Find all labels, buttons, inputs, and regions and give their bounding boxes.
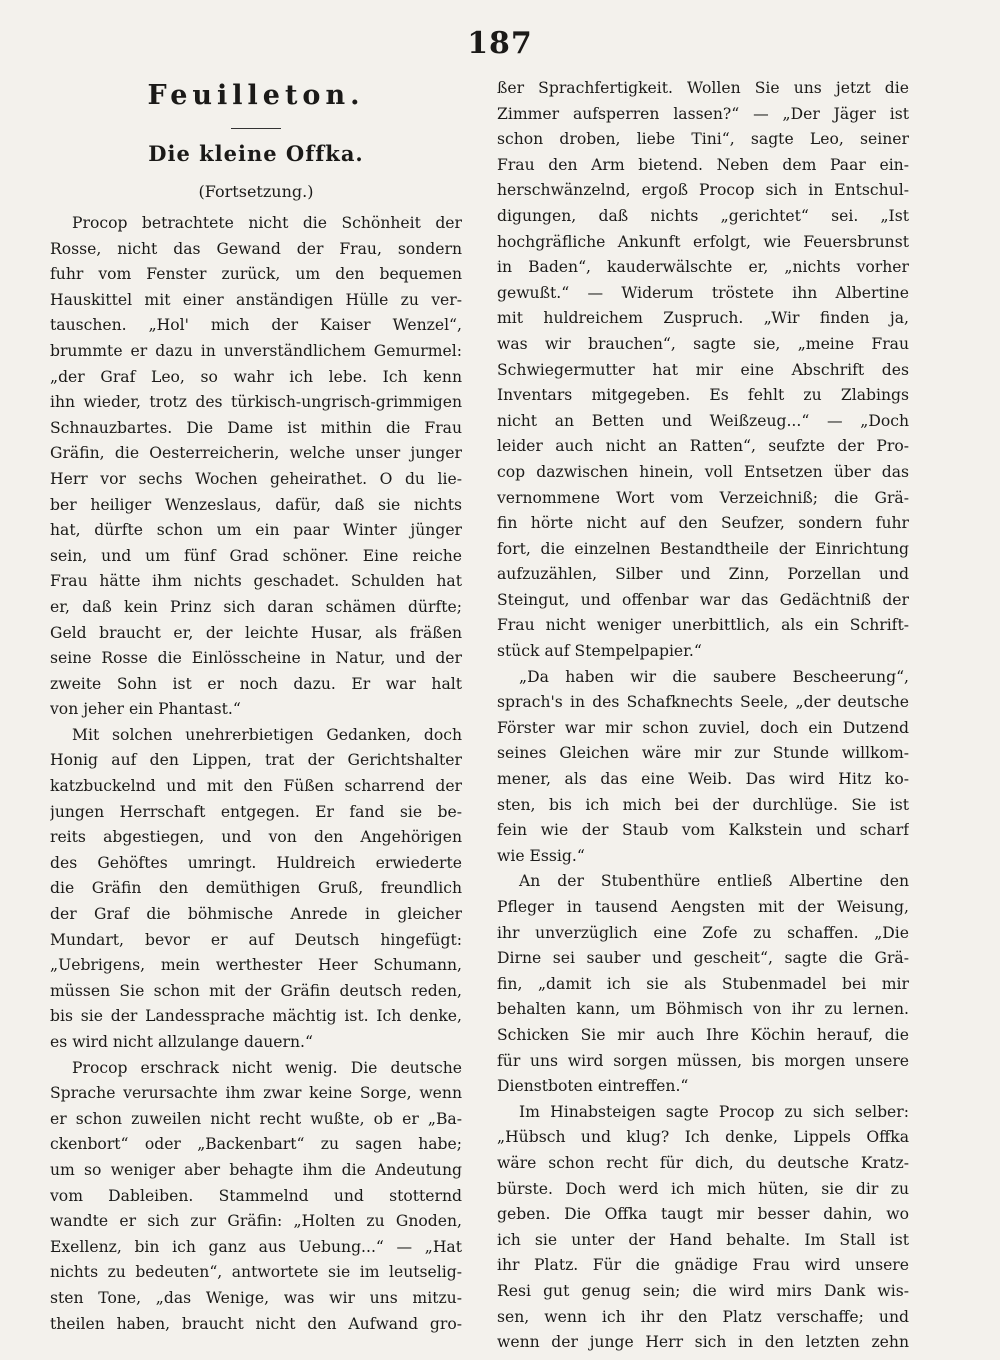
text-line: um so weniger aber behagte ihm die Andeutung — [50, 1160, 462, 1179]
text-line: wandte er sich zur Gräfin: „Holten zu Gnoden, — [50, 1212, 462, 1231]
text-line: Mundart, bevor er auf Deutsch hingefügt: — [50, 930, 462, 949]
text-line: tauschen. „Hol' mich der Kaiser Wenzel“, — [50, 316, 462, 335]
text-line: Procop betrachtete nicht die Schönheit der — [72, 214, 462, 232]
text-line: in Baden“, kauderwälschte er, „nichts vorher — [497, 258, 909, 277]
text-line: Procop erschrack nicht wenig. Die deutsche — [72, 1058, 462, 1077]
text-line: seines Gleichen wäre mir zur Stunde willkom- — [497, 744, 909, 763]
text-line: Honig auf den Lippen, trat der Gerichtshalter — [50, 751, 462, 770]
text-line: ber heiliger Wenzeslaus, dafür, daß sie nichts — [50, 495, 462, 514]
text-line: Gräfin, die Oesterreicherin, welche unser junger — [50, 444, 462, 463]
text-line: behalten kann, um Böhmisch von ihr zu lernen. — [497, 1000, 909, 1019]
text-line: es wird nicht allzulange dauern.“ — [50, 1033, 313, 1051]
text-line: nichts zu bedeuten“, antwortete sie im leutselig- — [50, 1263, 462, 1282]
text-line: sten Tone, „das Wenige, was wir uns mitzu- — [50, 1288, 462, 1307]
text-line: Herr vor sechs Wochen geheirathet. O du lie- — [50, 469, 462, 488]
text-line: An der Stubenthüre entließ Albertine den — [519, 872, 909, 891]
feuilleton-heading: Feuilleton. — [147, 80, 365, 111]
text-line: reits abgestiegen, und von den Angehörigen — [50, 828, 462, 847]
text-line: Frau nicht weniger unerbittlich, als ein Schrift- — [497, 616, 909, 635]
text-line: was wir brauchen“, sagte sie, „meine Frau — [497, 334, 909, 353]
text-line: der Graf die böhmische Anrede in gleicher — [50, 905, 462, 924]
text-line: er, daß kein Prinz sich daran schämen dürfte; — [50, 597, 462, 616]
text-line: fuhr vom Fenster zurück, um den bequemen — [50, 265, 462, 284]
text-line: des Gehöftes umringt. Huldreich erwiederte — [50, 853, 462, 872]
text-line: Dienstboten eintreffen.“ — [497, 1077, 689, 1096]
text-line: sten, bis ich mich bei der durchlüge. Sie ist — [497, 795, 909, 814]
text-line: Förster war mir schon zuviel, doch ein Dutzend — [497, 718, 909, 737]
text-line: sen, wenn ich ihr den Platz verschaffe; und — [497, 1307, 909, 1326]
text-line: fort, die einzelnen Bestandtheile der Einrichtung — [497, 539, 909, 558]
text-line: Schnauzbartes. Die Dame ist mithin die Frau — [50, 418, 462, 437]
text-line: für uns wird sorgen müssen, bis morgen unsere — [497, 1051, 909, 1070]
text-line: fin, „damit ich sie als Stubenmadel bei mir — [497, 974, 909, 993]
text-line: ich sie unter der Hand behalte. Im Stall ist — [497, 1230, 909, 1249]
text-line: ihn wieder, trotz des türkisch-ungrisch-grimmigen — [50, 393, 462, 412]
text-line: brummte er dazu in unverständlichem Gemurmel: — [50, 341, 462, 360]
text-line: Resi gut genug sein; die wird mirs Dank wis- — [497, 1281, 909, 1300]
text-line: geben. Die Offka taugt mir besser dahin, wo — [497, 1205, 909, 1224]
page-number: 187 — [467, 26, 533, 61]
right-column — [497, 76, 909, 1356]
text-line: zweite Sohn ist er noch dazu. Er war halt — [50, 674, 462, 693]
text-line: wie Essig.“ — [497, 846, 585, 865]
text-line: jungen Herrschaft entgegen. Er fand sie be- — [50, 802, 462, 821]
text-line: von jeher ein Phantast.“ — [50, 700, 241, 719]
text-line: stück auf Stempelpapier.“ — [497, 642, 702, 661]
text-line: sprach's in des Schafknechts Seele, „der deutsche — [497, 693, 909, 712]
left-column-text — [50, 211, 462, 1337]
text-line: mit huldreichem Zuspruch. „Wir finden ja, — [497, 309, 909, 328]
text-line: Frau hätte ihm nichts geschadet. Schulden hat — [50, 572, 462, 591]
text-line: Mit solchen unehrerbietigen Gedanken, doch — [72, 725, 462, 744]
left-column — [50, 76, 462, 1337]
text-line: er schon zuweilen nicht recht wußte, ob er „Ba- — [50, 1109, 462, 1128]
text-line: wäre schon recht für dich, du deutsche Kratz- — [497, 1153, 909, 1172]
text-line: ihr unverzüglich eine Zofe zu schaffen. „Die — [497, 923, 909, 942]
right-column-text — [497, 76, 909, 1356]
text-line: Schwiegermutter hat mir eine Abschrift des — [497, 360, 909, 379]
text-line: „Da haben wir die saubere Bescheerung“, — [519, 667, 909, 686]
text-line: Dirne sei sauber und gescheit“, sagte die Grä- — [497, 949, 909, 968]
text-line: digungen, daß nichts „gerichtet“ sei. „Ist — [497, 206, 909, 225]
text-line: müssen Sie schon mit der Gräfin deutsch reden, — [50, 981, 462, 1000]
text-line: „Uebrigens, mein werthester Heer Schumann, — [50, 956, 462, 975]
text-line: ckenbort“ oder „Backenbart“ zu sagen habe; — [50, 1135, 462, 1154]
text-line: schon droben, liebe Tini“, sagte Leo, seiner — [497, 130, 909, 149]
text-line: seine Rosse die Einlösscheine in Natur, und der — [50, 649, 462, 668]
text-line: theilen haben, braucht nicht den Aufwand gro- — [50, 1314, 462, 1333]
text-line: hochgräfliche Ankunft erfolgt, wie Feuersbrunst — [497, 232, 909, 251]
continuation-note: (Fortsetzung.) — [198, 182, 314, 201]
text-line: katzbuckelnd und mit den Füßen scharrend der — [50, 777, 462, 796]
text-line: ßer Sprachfertigkeit. Wollen Sie uns jetzt die — [497, 79, 909, 97]
text-line: cop dazwischen hinein, voll Entsetzen über das — [497, 462, 909, 481]
text-line: gewußt.“ — Widerum tröstete ihn Albertine — [497, 283, 909, 302]
text-line: „der Graf Leo, so wahr ich lebe. Ich kenn — [50, 367, 462, 386]
text-line: bürste. Doch werd ich mich hüten, sie dir zu — [497, 1179, 909, 1198]
text-line: „Hübsch und klug? Ich denke, Lippels Offka — [497, 1128, 909, 1147]
text-line: die Gräfin den demüthigen Gruß, freundlich — [50, 879, 462, 898]
text-line: sein, und um fünf Grad schöner. Eine reiche — [50, 546, 462, 565]
text-line: Pfleger in tausend Aengsten mit der Weisung, — [497, 898, 909, 916]
text-line: Geld braucht er, der leichte Husar, als fräßen — [50, 623, 462, 642]
text-line: fin hörte nicht auf den Seufzer, sondern fuhr — [497, 514, 909, 533]
text-line: fein wie der Staub vom Kalkstein und scharf — [497, 821, 909, 840]
text-line: Zimmer aufsperren lassen?“ — „Der Jäger ist — [497, 104, 909, 123]
text-line: aufzuzählen, Silber und Zinn, Porzellan und — [497, 565, 909, 584]
text-line: herschwänzelnd, ergoß Procop sich in Entschul- — [497, 181, 909, 200]
text-line: bis sie der Landessprache mächtig ist. Ich denke, — [50, 1007, 462, 1026]
text-line: Schicken Sie mir auch Ihre Köchin herauf, die — [497, 1025, 909, 1044]
text-line: vernommene Wort vom Verzeichniß; die Grä- — [497, 488, 909, 507]
text-line: Steingut, und offenbar war das Gedächtniß der — [497, 590, 909, 609]
text-line: Inventars mitgegeben. Es fehlt zu Zlabings — [497, 386, 909, 405]
text-line: Hauskittel mit einer anständigen Hülle zu ver- — [50, 290, 462, 309]
text-line: hat, dürfte schon um ein paar Winter jünger — [50, 521, 462, 540]
text-line: Im Hinabsteigen sagte Procop zu sich selber: — [519, 1102, 909, 1121]
text-line: Exellenz, bin ich ganz aus Uebung...“ — „Hat — [50, 1237, 462, 1256]
text-line: Sprache verursachte ihm zwar keine Sorge, wenn — [50, 1084, 462, 1103]
text-line: mener, als das eine Weib. Das wird Hitz ko- — [497, 770, 909, 789]
text-line: ihr Platz. Für die gnädige Frau wird unsere — [497, 1256, 909, 1275]
text-line: Rosse, nicht das Gewand der Frau, sondern — [50, 239, 462, 258]
text-line: vom Dableiben. Stammelnd und stotternd — [50, 1186, 462, 1205]
text-line: leider auch nicht an Ratten“, seufzte der Pro- — [497, 437, 909, 456]
heading-divider — [231, 128, 281, 129]
story-title: Die kleine Offka. — [148, 141, 364, 166]
text-line: wenn der junge Herr sich in den letzten zehn — [497, 1333, 909, 1352]
text-line: Frau den Arm bietend. Neben dem Paar ein- — [497, 155, 909, 174]
text-line: nicht an Betten und Weißzeug...“ — „Doch — [497, 411, 909, 430]
